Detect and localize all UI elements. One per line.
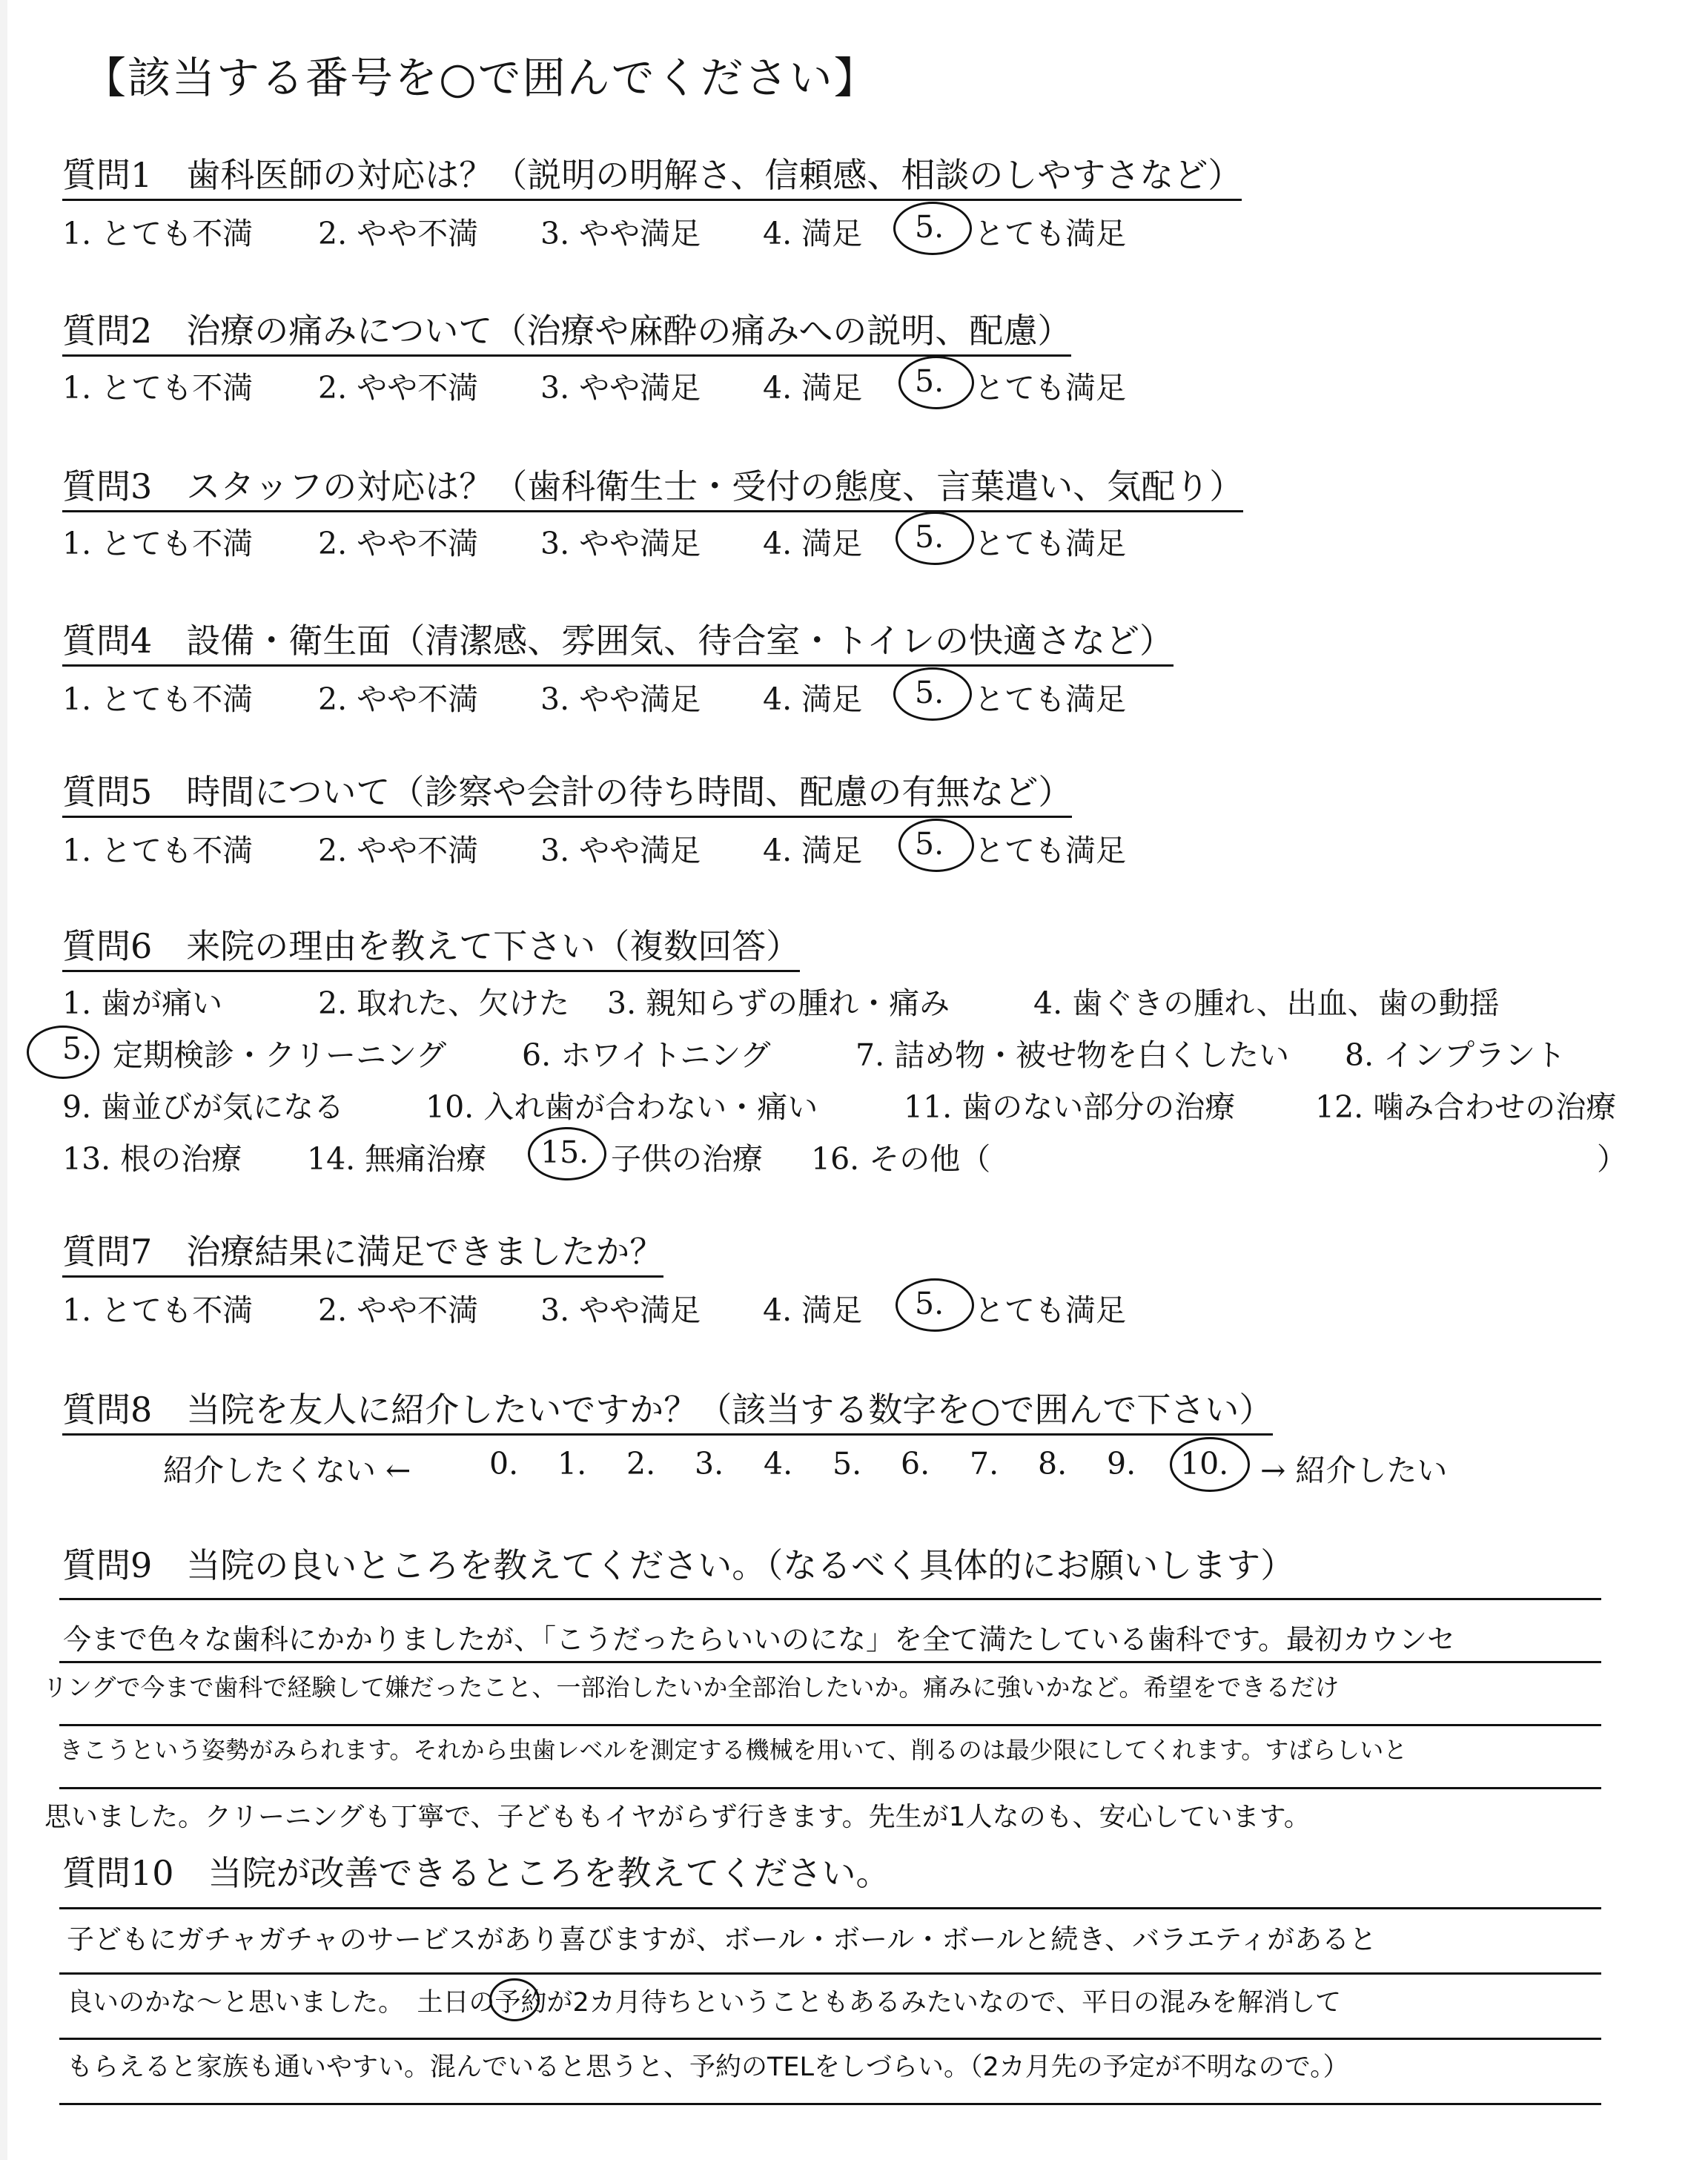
option-2[interactable]: 2. やや不満 — [318, 216, 479, 251]
option-3[interactable]: 3. やや満足 — [540, 526, 701, 561]
score-1[interactable]: 1. — [557, 1446, 587, 1482]
handwritten-answer-line: 良いのかな〜と思いました。 土日の予約が2カ月待ちということもあるみたいなので、平日の混みを解消して — [67, 1988, 1342, 2018]
answer-circle — [893, 202, 972, 255]
question-5-heading: 質問5 時間について（診察や会計の待ち時間、配慮の有無など） — [62, 765, 1072, 818]
reason-option[interactable]: 4. 歯ぐきの腫れ、出血、歯の動揺 — [1033, 985, 1500, 1021]
reason-option-other[interactable]: 16. その他（ — [811, 1141, 991, 1177]
reason-option[interactable]: 1. 歯が痛い — [62, 985, 223, 1021]
answer-circle — [893, 667, 972, 721]
score-9[interactable]: 9. — [1107, 1446, 1136, 1482]
option-5[interactable]: 5. — [915, 363, 944, 399]
score-8[interactable]: 8. — [1038, 1446, 1068, 1482]
answer-circle — [896, 512, 974, 565]
option-3[interactable]: 3. やや満足 — [540, 370, 701, 406]
option-4[interactable]: 4. 満足 — [763, 681, 863, 717]
reason-option[interactable]: 15. — [540, 1135, 589, 1170]
option-4[interactable]: 4. 満足 — [763, 1292, 863, 1328]
reason-option[interactable]: 2. 取れた、欠けた — [318, 985, 570, 1021]
option-4[interactable]: 4. 満足 — [763, 216, 863, 251]
scale-left-label: 紹介したくない ← — [163, 1453, 411, 1488]
option-2[interactable]: 2. やや不満 — [318, 681, 479, 717]
handwritten-answer-line: リングで今まで歯科で経験して嫌だったこと、一部治したいか全部治したいか。痛みに強いかなど。希望をできるだけ — [43, 1673, 1340, 1702]
option-2[interactable]: 2. やや不満 — [318, 833, 479, 868]
option-5[interactable]: 5. — [915, 675, 944, 710]
question-6-heading: 質問6 来院の理由を教えて下さい（複数回答） — [62, 919, 800, 972]
option-2[interactable]: 2. やや不満 — [318, 370, 479, 406]
question-3-heading: 質問3 スタッフの対応は？（歯科衛生士・受付の態度、言葉遣い、気配り） — [62, 460, 1243, 512]
option-1[interactable]: 1. とても不満 — [62, 681, 254, 717]
answer-line — [59, 1598, 1601, 1600]
reason-option[interactable]: 9. 歯並びが気になる — [62, 1089, 345, 1125]
option-4[interactable]: 4. 満足 — [763, 833, 863, 868]
option-5-label: とても満足 — [974, 370, 1126, 406]
reason-option[interactable]: 13. 根の治療 — [62, 1141, 242, 1177]
option-5-label: とても満足 — [974, 526, 1126, 561]
option-5-label: とても満足 — [974, 216, 1126, 251]
scale-right-label: → 紹介したい — [1260, 1453, 1448, 1488]
option-1[interactable]: 1. とても不満 — [62, 370, 254, 406]
option-3[interactable]: 3. やや満足 — [540, 1292, 701, 1328]
handwritten-answer-line: 今まで色々な歯科にかかりましたが、「こうだったらいいのにな」を全て満たしている歯科です。最初カウンセ — [63, 1623, 1455, 1656]
question-9-heading: 質問9 当院の良いところを教えてください。（なるべく具体的にお願いします） — [62, 1545, 1295, 1585]
answer-line — [59, 1724, 1601, 1726]
answer-circle — [528, 1127, 606, 1180]
option-3[interactable]: 3. やや満足 — [540, 216, 701, 251]
reason-option-label: 子供の治療 — [611, 1141, 763, 1177]
reason-option[interactable]: 14. 無痛治療 — [307, 1141, 487, 1177]
reason-option[interactable]: 5. — [62, 1031, 92, 1066]
reason-option[interactable]: 8. インプラント — [1345, 1037, 1566, 1073]
answer-line — [59, 2103, 1601, 2105]
score-6[interactable]: 6. — [901, 1446, 930, 1482]
question-2-heading: 質問2 治療の痛みについて（治療や麻酔の痛みへの説明、配慮） — [62, 304, 1071, 357]
question-8-heading: 質問8 当院を友人に紹介したいですか？（該当する数字を○で囲んで下さい） — [62, 1383, 1273, 1436]
score-0[interactable]: 0. — [489, 1446, 519, 1482]
reason-option[interactable]: 12. 噛み合わせの治療 — [1315, 1089, 1617, 1125]
reason-option[interactable]: 11. 歯のない部分の治療 — [904, 1089, 1236, 1125]
reason-option[interactable]: 7. 詰め物・被せ物を白くしたい — [855, 1037, 1290, 1073]
reason-option[interactable]: 3. 親知らずの腫れ・痛み — [607, 985, 950, 1021]
option-5-label: とても満足 — [974, 1292, 1126, 1328]
handwritten-answer-line: 思いました。クリーニングも丁寧で、子どももイヤがらず行きます。先生が1人なのも、安心しています。 — [44, 1802, 1311, 1832]
score-10[interactable]: 10. — [1180, 1446, 1229, 1482]
answer-line — [59, 2038, 1601, 2040]
option-4[interactable]: 4. 満足 — [763, 526, 863, 561]
option-3[interactable]: 3. やや満足 — [540, 681, 701, 717]
question-10-heading: 質問10 当院が改善できるところを教えてください。 — [62, 1853, 890, 1893]
answer-circle — [1170, 1437, 1250, 1492]
answer-line — [59, 1661, 1601, 1663]
reason-option-label: 定期検診・クリーニング — [113, 1037, 447, 1073]
score-5[interactable]: 5. — [833, 1446, 862, 1482]
score-7[interactable]: 7. — [970, 1446, 999, 1482]
answer-line — [59, 1787, 1601, 1789]
option-2[interactable]: 2. やや不満 — [318, 1292, 479, 1328]
option-5-label: とても満足 — [974, 833, 1126, 868]
answer-line — [59, 1907, 1601, 1909]
option-5[interactable]: 5. — [915, 826, 944, 862]
page-title: 【該当する番号を○で囲んでください】 — [83, 53, 878, 103]
answer-circle — [898, 819, 974, 872]
option-4[interactable]: 4. 満足 — [763, 370, 863, 406]
score-2[interactable]: 2. — [626, 1446, 656, 1482]
option-1[interactable]: 1. とても不満 — [62, 1292, 254, 1328]
reason-option[interactable]: 6. ホワイトニング — [522, 1037, 771, 1073]
question-4-heading: 質問4 設備・衛生面（清潔感、雰囲気、待合室・トイレの快適さなど） — [62, 614, 1174, 667]
answer-circle — [27, 1025, 99, 1079]
answer-circle — [898, 356, 974, 409]
score-3[interactable]: 3. — [695, 1446, 724, 1482]
answer-circle — [896, 1278, 974, 1332]
weekend-circle-mark — [489, 1978, 540, 2021]
option-1[interactable]: 1. とても不満 — [62, 526, 254, 561]
option-3[interactable]: 3. やや満足 — [540, 833, 701, 868]
other-bracket-close: ） — [1597, 1141, 1627, 1177]
option-1[interactable]: 1. とても不満 — [62, 216, 254, 251]
option-5[interactable]: 5. — [915, 209, 944, 245]
question-7-heading: 質問7 治療結果に満足できましたか？ — [62, 1225, 663, 1278]
option-5-label: とても満足 — [974, 681, 1126, 717]
handwritten-answer-line: もらえると家族も通いやすい。混んでいると思うと、予約のTELをしづらい。（2カ月先の予定が不明なので。） — [67, 2052, 1349, 2082]
answer-line — [59, 1972, 1601, 1975]
option-5[interactable]: 5. — [915, 1286, 944, 1321]
reason-option[interactable]: 10. 入れ歯が合わない・痛い — [426, 1089, 818, 1125]
score-4[interactable]: 4. — [764, 1446, 793, 1482]
option-2[interactable]: 2. やや不満 — [318, 526, 479, 561]
handwritten-answer-line: 子どもにガチャガチャのサービスがあり喜びますが、ボール・ボール・ボールと続き、バラエティがあると — [67, 1923, 1377, 1955]
scan-edge — [0, 0, 7, 2160]
option-5[interactable]: 5. — [915, 519, 944, 555]
option-1[interactable]: 1. とても不満 — [62, 833, 254, 868]
handwritten-answer-line: きこうという姿勢がみられます。それから虫歯レベルを測定する機械を用いて、削るのは最少限にしてくれます。すばらしいと — [59, 1736, 1408, 1764]
question-1-heading: 質問1 歯科医師の対応は？（説明の明解さ、信頼感、相談のしやすさなど） — [62, 148, 1242, 201]
